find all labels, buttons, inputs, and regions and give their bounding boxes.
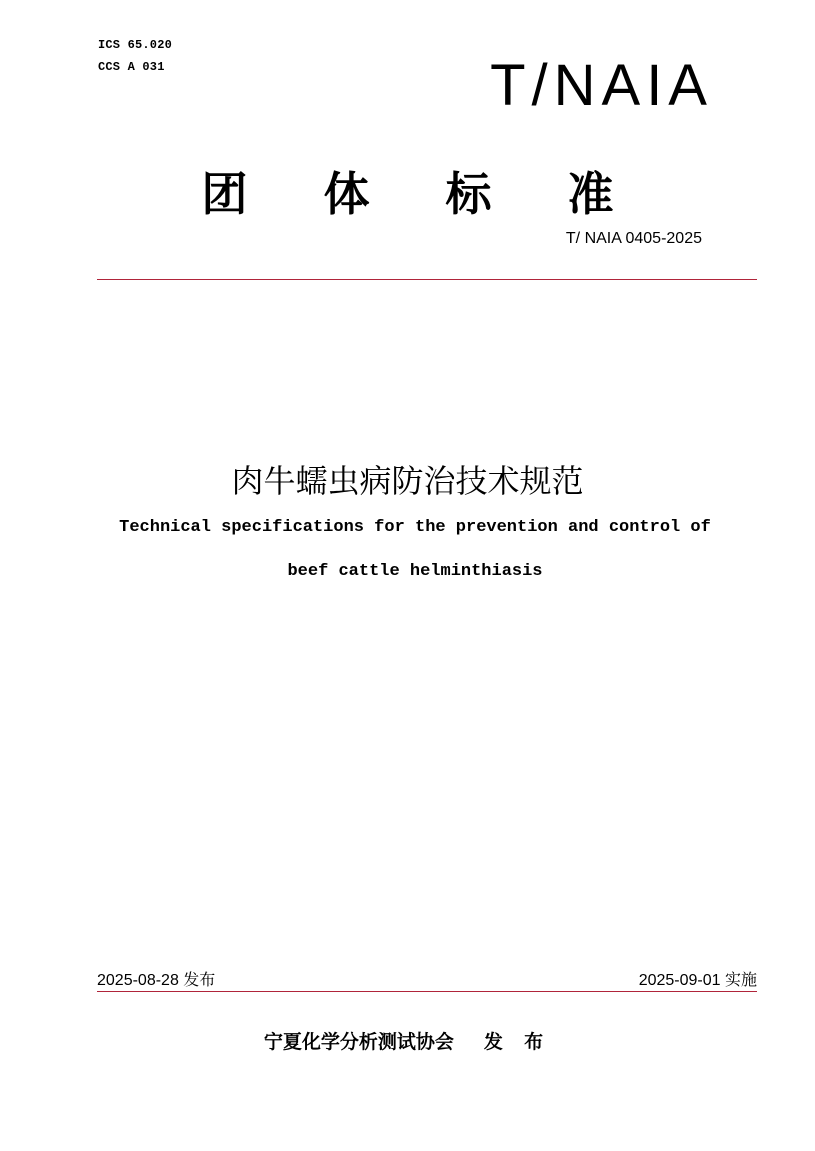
ccs-code: CCS A 031 (98, 60, 165, 74)
top-divider (97, 279, 757, 280)
title-chinese: 肉牛蠕虫病防治技术规范 (231, 463, 584, 499)
organization-code: T/NAIA (490, 53, 713, 118)
standard-type-char: 团 (201, 168, 248, 220)
bottom-divider (97, 991, 757, 992)
standard-type-char: 准 (567, 168, 614, 220)
publish-date: 2025-08-28 发布 (97, 972, 216, 989)
publisher-name: 宁夏化学分析测试协会 (263, 1032, 454, 1053)
ics-code: ICS 65.020 (98, 38, 173, 52)
implement-date: 2025-09-01 实施 (638, 972, 757, 989)
standard-type-char: 体 (323, 168, 370, 220)
standard-number: T/ NAIA 0405-2025 (565, 230, 702, 247)
standard-type-heading (0, 158, 815, 224)
title-english-line-2: beef cattle helminthiasis (287, 562, 543, 581)
title-english-line-1: Technical specifications for the prevention and control of (119, 518, 711, 537)
publisher-action: 发 布 (483, 1032, 552, 1053)
publisher-line (0, 1027, 815, 1054)
standard-type-char: 标 (445, 168, 492, 220)
